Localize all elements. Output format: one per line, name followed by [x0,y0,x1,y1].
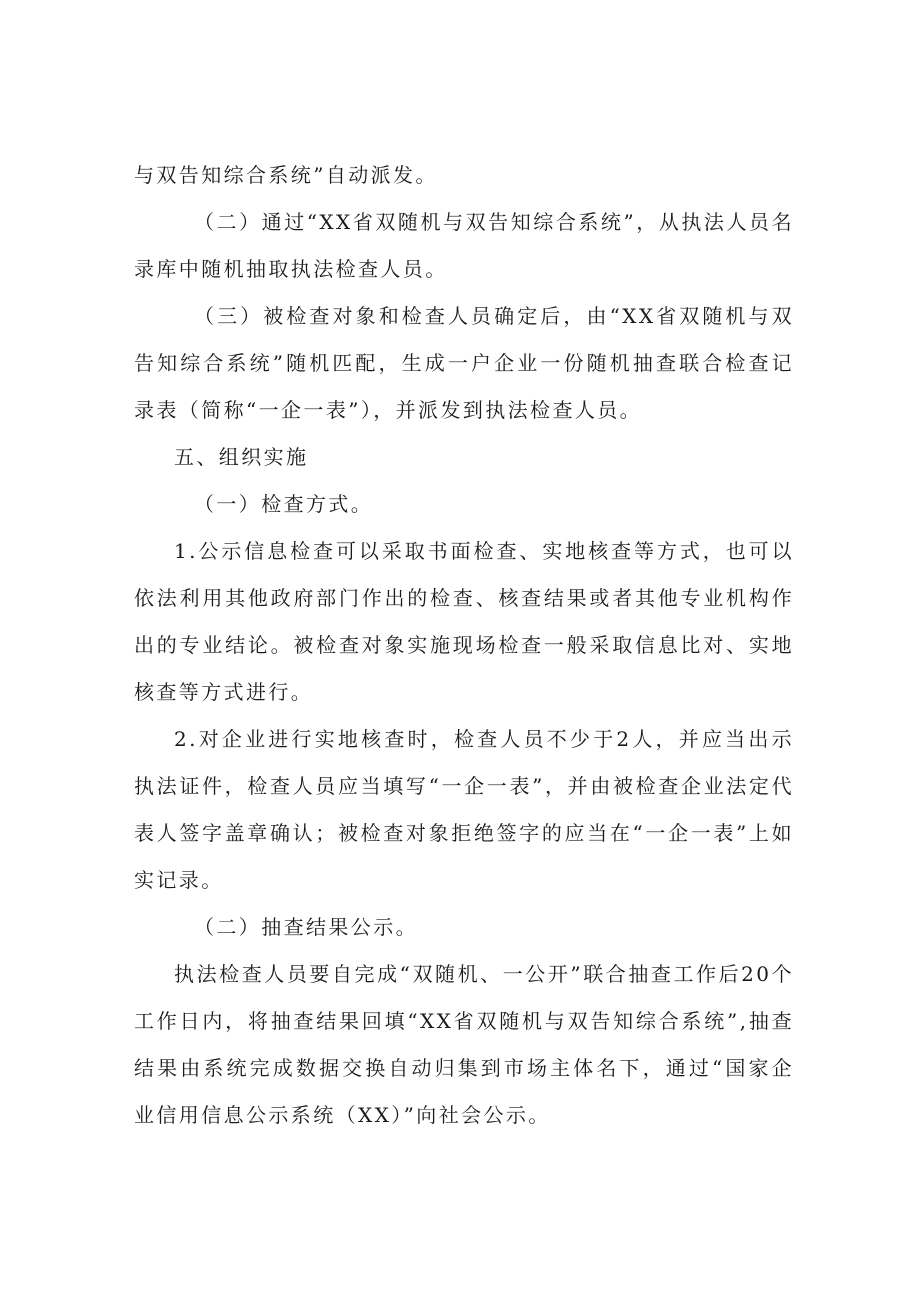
subheading-result-publication: （二）抽查结果公示。 [194,915,418,939]
paragraph-result-body: 执法检查人员要自完成“双随机、一公开”联合抽查工作后20个工作日内，将抽查结果回填“XX省双随机与双告知综合系统”,抽查结果由系统完成数据交换自动归集到市场主体名下，通过“国家企业信用信息公示系统（XX）”向社会公示。 [134,962,794,1127]
paragraph-continuation: 与双告知综合系统”自动派发。 [134,163,438,187]
paragraph-method-2: 2.对企业进行实地核查时，检查人员不少于2人，并应当出示执法证件，检查人员应当填写“一企一表”，并由被检查企业法定代表人签字盖章确认；被检查对象拒绝签字的应当在“一企一表”上如实记录。 [134,727,794,892]
section-heading-organization: 五、组织实施 [174,445,309,469]
paragraph-subsection-2: （二）通过“XX省双随机与双告知综合系统”，从执法人员名录库中随机抽取执法检查人员。 [134,210,794,281]
paragraph-method-1: 1.公示信息检查可以采取书面检查、实地核查等方式，也可以依法利用其他政府部门作出的检查、核查结果或者其他专业机构作出的专业结论。被检查对象实施现场检查一般采取信息比对、实地核查等方式进行。 [134,539,794,704]
subheading-inspection-method: （一）检查方式。 [194,492,374,516]
document-body [134,152,794,1139]
paragraph-subsection-3: （三）被检查对象和检查人员确定后，由“XX省双随机与双告知综合系统”随机匹配，生成一户企业一份随机抽查联合检查记录表（简称“一企一表”），并派发到执法检查人员。 [134,304,794,422]
